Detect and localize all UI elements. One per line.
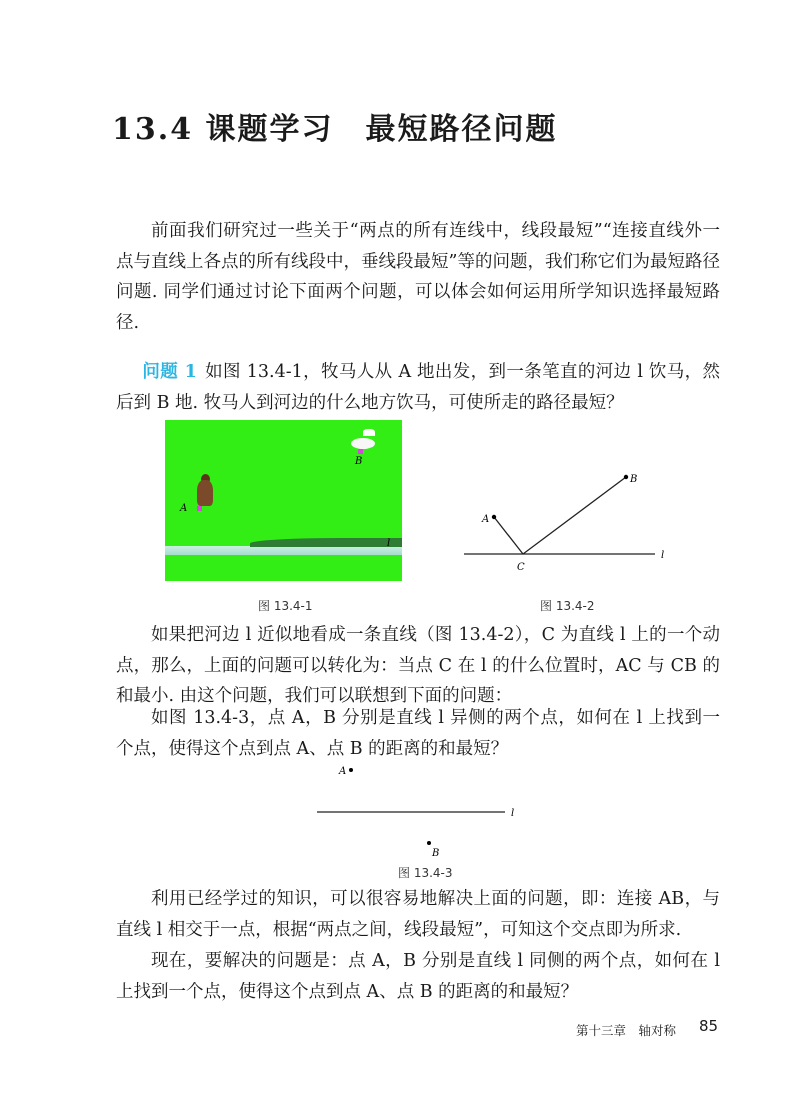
problem-1-label: 问题 1	[142, 362, 197, 382]
chapter-footer: 第十三章 轴对称	[576, 1023, 677, 1038]
label-l: l	[661, 550, 665, 561]
paragraph-5: 现在，要解决的问题是：点 A，B 分别是直线 l 同侧的两个点，如何在 l 上找到一个点，使得这个点到点 A、点 B 的距离的和最短？	[116, 951, 720, 1002]
intro-paragraph: 前面我们研究过一些关于“两点的所有连线中，线段最短”“连接直线外一点与直线上各点的所有线段中，垂线段最短”等的问题，我们称它们为最短路径问题. 同学们通过讨论下面两个问题，可以体会如何运用所学知识选择最短路径.	[116, 221, 720, 333]
photo-label-l: l	[387, 538, 391, 549]
river-bank	[250, 538, 402, 547]
point-b-marker	[358, 449, 363, 454]
point-a-dot	[492, 515, 496, 519]
label-c: C	[517, 562, 525, 573]
label-a: A	[339, 766, 347, 777]
photo-label-a: A	[180, 503, 188, 514]
point-b-dot	[624, 475, 628, 479]
segment-ac	[494, 517, 523, 554]
page-number: 85	[699, 1017, 719, 1035]
house-roof-icon	[363, 429, 375, 436]
paragraph-4: 利用已经学过的知识，可以很容易地解决上面的问题，即：连接 AB，与直线 l 相交于一点，根据“两点之间，线段最短”，可知这个交点即为所求.	[116, 889, 720, 940]
figure-13-4-3-diagram	[300, 755, 530, 860]
label-b: B	[432, 848, 440, 859]
photo-label-b: B	[355, 456, 363, 467]
figure-13-4-2-caption: 图 13.4-2	[540, 599, 595, 613]
problem-1-text: 如图 13.4-1，牧马人从 A 地出发，到一条笔直的河边 l 饮马，然后到 B 地. 牧马人到河边的什么地方饮马，可使所走的路径最短？	[116, 362, 720, 413]
figure-13-4-1-illustration	[165, 420, 402, 581]
page-title: 13.4 课题学习 最短路径问题	[112, 112, 558, 147]
label-b: B	[630, 474, 638, 485]
paragraph-3: 如图 13.4-3，点 A，B 分别是直线 l 异侧的两个点，如何在 l 上找到一个点，使得这个点到点 A、点 B 的距离的和最短？	[116, 708, 720, 759]
label-l: l	[511, 808, 515, 819]
point-a-dot	[349, 768, 353, 772]
figure-13-4-1-caption: 图 13.4-1	[258, 599, 313, 613]
segment-cb	[523, 477, 626, 554]
paragraph-2: 如果把河边 l 近似地看成一条直线（图 13.4-2），C 为直线 l 上的一个动点，那么，上面的问题可以转化为：当点 C 在 l 的什么位置时，AC 与 CB 的和最小. 由这个问题，我们可以联想到下面的问题：	[116, 625, 720, 706]
problem-1	[116, 357, 720, 418]
figure-13-4-2-diagram	[455, 465, 675, 585]
river	[165, 546, 402, 555]
point-b-dot	[427, 841, 431, 845]
figure-13-4-3-caption: 图 13.4-3	[398, 866, 453, 880]
cloud-house-icon	[351, 438, 375, 449]
point-a-marker	[197, 506, 202, 511]
label-a: A	[482, 514, 490, 525]
horse-icon	[197, 480, 213, 506]
